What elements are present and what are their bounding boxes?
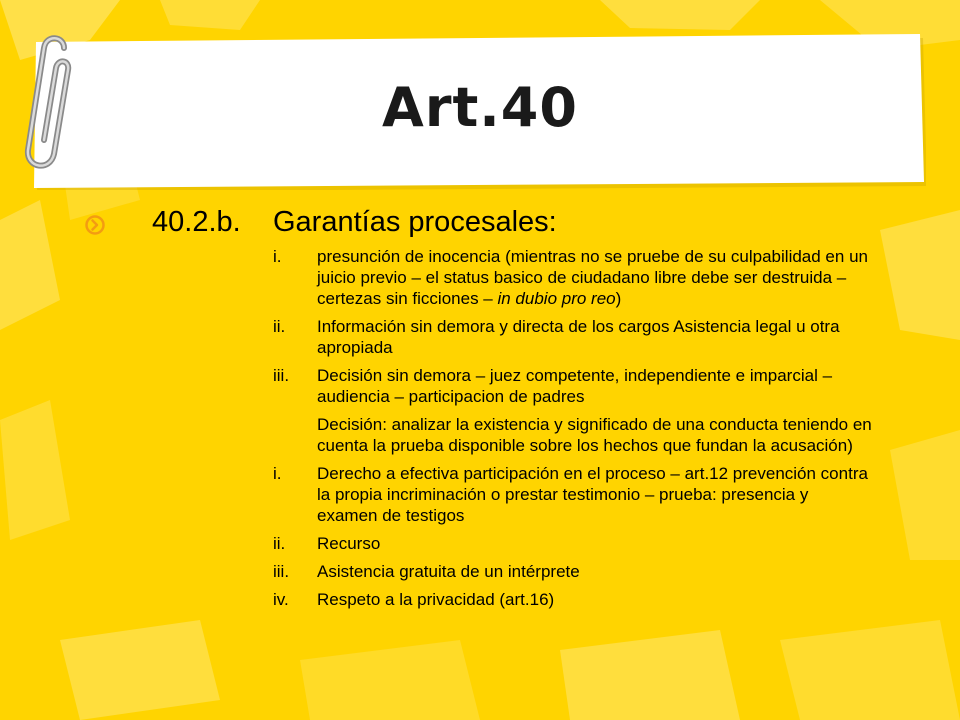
item-text: Decisión: analizar la existencia y significado de una conducta teniendo en cuenta la prueba disponible sobre los hechos que fundan la acusación) <box>317 415 872 455</box>
item-text: presunción de inocencia (mientras no se pruebe de su culpabilidad en un juicio previo – el status basico de ciudadano libre debe ser destruida – certezas sin ficciones – in dubio pro reo) <box>317 247 868 308</box>
item-number: iii. <box>273 366 290 385</box>
list-item <box>273 561 873 582</box>
item-text: Derecho a efectiva participación en el proceso – art.12 prevención contra la propia incriminación o prestar testimonio – prueba: presencia y examen de testigos <box>317 464 868 525</box>
item-number: iv. <box>273 590 289 609</box>
guarantees-list <box>273 246 873 617</box>
list-item <box>273 463 873 526</box>
item-number: ii. <box>273 317 286 336</box>
list-item <box>273 246 873 309</box>
item-number: ii. <box>273 534 286 553</box>
section-number: 40.2.b. <box>152 206 241 238</box>
list-item <box>273 365 873 407</box>
item-number: i. <box>273 247 282 266</box>
item-text: Información sin demora y directa de los cargos Asistencia legal u otra apropiada <box>317 317 840 357</box>
item-italic: in dubio pro reo <box>497 289 616 308</box>
item-text: Recurso <box>317 534 381 553</box>
list-item <box>273 533 873 554</box>
list-item <box>273 316 873 358</box>
item-text: Asistencia gratuita de un intérprete <box>317 562 580 581</box>
item-number: iii. <box>273 562 290 581</box>
list-item <box>273 589 873 610</box>
page-title: Art.40 <box>382 76 578 139</box>
item-text: Decisión sin demora – juez competente, independiente e imparcial – audiencia – participacion de padres <box>317 366 833 406</box>
item-text: Respeto a la privacidad (art.16) <box>317 590 555 609</box>
item-number: i. <box>273 464 282 483</box>
circle-arrow-icon <box>84 214 106 236</box>
paperclip-icon <box>16 30 86 180</box>
section-heading: Garantías procesales: <box>273 206 557 238</box>
list-item <box>273 414 873 456</box>
